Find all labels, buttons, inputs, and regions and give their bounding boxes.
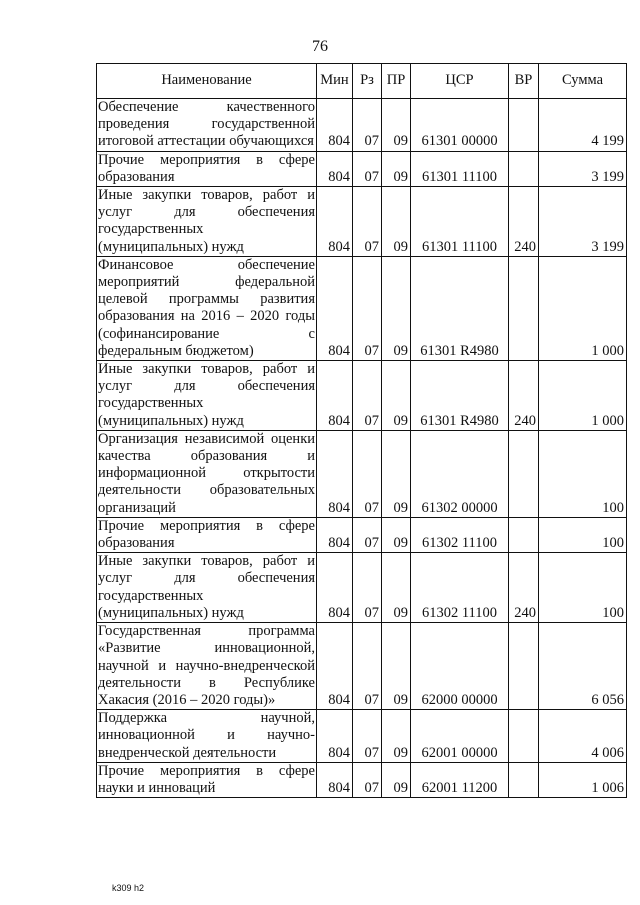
row-name: Иные закупки товаров, работ и услуг для обеспечения государственных (муниципальных) нужд <box>98 187 315 255</box>
row-rz: 07 <box>353 361 382 431</box>
table-row <box>97 762 627 797</box>
row-rz: 07 <box>353 553 382 623</box>
row-vr: 240 <box>509 187 539 257</box>
row-name: Иные закупки товаров, работ и услуг для обеспечения государственных (муниципальных) нужд <box>98 361 315 429</box>
table-row <box>97 623 627 710</box>
row-vr <box>509 151 539 186</box>
row-min: 804 <box>317 256 353 360</box>
row-pr: 09 <box>382 623 411 710</box>
row-vr <box>509 762 539 797</box>
row-min: 804 <box>317 151 353 186</box>
row-name: Прочие мероприятия в сфере науки и инноваций <box>98 762 315 796</box>
row-pr: 09 <box>382 710 411 763</box>
row-sum: 100 <box>539 553 627 623</box>
row-csr: 62001 11200 <box>411 762 509 797</box>
row-csr: 61301 R4980 <box>411 361 509 431</box>
row-vr: 240 <box>509 361 539 431</box>
row-sum: 1 000 <box>539 361 627 431</box>
row-sum: 6 056 <box>539 623 627 710</box>
table-row <box>97 517 627 552</box>
table-row <box>97 710 627 763</box>
row-pr: 09 <box>382 430 411 517</box>
page-number: 76 <box>312 38 328 55</box>
row-rz: 07 <box>353 187 382 257</box>
row-name: Организация независимой оценки качества образования и информационной открытости деятельности образовательных организаций <box>98 430 315 516</box>
header-csr: ЦСР <box>411 64 509 99</box>
row-vr: 240 <box>509 553 539 623</box>
row-vr <box>509 430 539 517</box>
row-rz: 07 <box>353 710 382 763</box>
row-name: Финансовое обеспечение мероприятий федеральной целевой программы развития образования на 2016 – 2020 годы (софинансирование с федеральным бюджетом) <box>98 256 315 359</box>
table-row <box>97 553 627 623</box>
row-pr: 09 <box>382 151 411 186</box>
table-row <box>97 99 627 152</box>
row-csr: 61302 11100 <box>411 517 509 552</box>
table-row <box>97 256 627 360</box>
row-pr: 09 <box>382 187 411 257</box>
row-rz: 07 <box>353 256 382 360</box>
row-min: 804 <box>317 553 353 623</box>
row-min: 804 <box>317 762 353 797</box>
row-pr: 09 <box>382 553 411 623</box>
row-name: Обеспечение качественного проведения государственной итоговой аттестации обучающихся <box>98 99 315 150</box>
footer-code: k309 h2 <box>112 883 145 893</box>
row-vr <box>509 517 539 552</box>
row-vr <box>509 623 539 710</box>
table-row <box>97 151 627 186</box>
row-vr <box>509 256 539 360</box>
row-pr: 09 <box>382 762 411 797</box>
row-vr <box>509 99 539 152</box>
row-min: 804 <box>317 623 353 710</box>
row-rz: 07 <box>353 430 382 517</box>
row-sum: 1 000 <box>539 256 627 360</box>
table-row <box>97 187 627 257</box>
row-pr: 09 <box>382 256 411 360</box>
row-rz: 07 <box>353 517 382 552</box>
header-min: Мин <box>317 64 353 99</box>
row-csr: 62000 00000 <box>411 623 509 710</box>
row-name: Поддержка научной, инновационной и научно-внедренческой деятельности <box>98 710 315 761</box>
row-sum: 100 <box>539 430 627 517</box>
row-sum: 3 199 <box>539 151 627 186</box>
row-sum: 100 <box>539 517 627 552</box>
table-header-row <box>97 64 627 99</box>
row-sum: 4 006 <box>539 710 627 763</box>
row-name: Прочие мероприятия в сфере образования <box>98 517 315 552</box>
row-sum: 1 006 <box>539 762 627 797</box>
header-name: Наименование <box>97 64 317 99</box>
row-sum: 4 199 <box>539 99 627 152</box>
row-name: Государственная программа «Развитие инновационной, научной и научно-внедренческой деятельности в Республике Хакасия (2016 – 2020 годы)» <box>98 623 315 708</box>
header-pr: ПР <box>382 64 411 99</box>
row-name: Иные закупки товаров, работ и услуг для обеспечения государственных (муниципальных) нужд <box>98 553 315 621</box>
row-sum: 3 199 <box>539 187 627 257</box>
row-csr: 61302 00000 <box>411 430 509 517</box>
row-min: 804 <box>317 517 353 552</box>
row-rz: 07 <box>353 151 382 186</box>
row-pr: 09 <box>382 361 411 431</box>
header-rz: Рз <box>353 64 382 99</box>
row-min: 804 <box>317 430 353 517</box>
row-pr: 09 <box>382 517 411 552</box>
row-vr <box>509 710 539 763</box>
budget-table <box>96 63 627 798</box>
row-csr: 61301 11100 <box>411 187 509 257</box>
row-min: 804 <box>317 710 353 763</box>
table-row <box>97 361 627 431</box>
row-rz: 07 <box>353 99 382 152</box>
row-csr: 61301 11100 <box>411 151 509 186</box>
row-name: Прочие мероприятия в сфере образования <box>98 151 315 185</box>
header-vr: ВР <box>509 64 539 99</box>
row-rz: 07 <box>353 623 382 710</box>
row-min: 804 <box>317 99 353 152</box>
table-row <box>97 430 627 517</box>
row-rz: 07 <box>353 762 382 797</box>
row-csr: 61301 R4980 <box>411 256 509 360</box>
row-csr: 62001 00000 <box>411 710 509 763</box>
row-csr: 61301 00000 <box>411 99 509 152</box>
row-min: 804 <box>317 187 353 257</box>
header-sum: Сумма <box>539 64 627 99</box>
row-csr: 61302 11100 <box>411 553 509 623</box>
row-pr: 09 <box>382 99 411 152</box>
row-min: 804 <box>317 361 353 431</box>
